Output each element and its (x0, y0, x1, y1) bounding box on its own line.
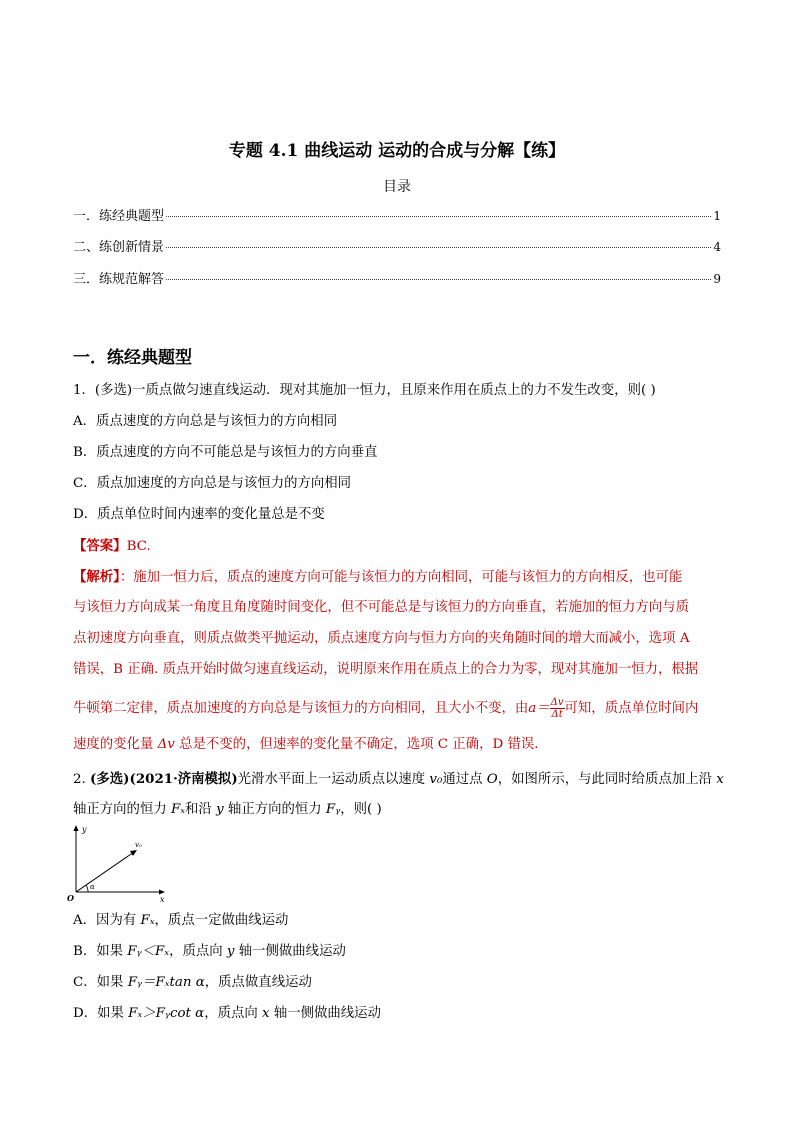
math-O: O (486, 772, 498, 787)
option-math: Fᵧ＝Fₓtan α (127, 975, 205, 990)
q1-analysis-line: 错误，B 正确. 质点开始时做匀速直线运动，说明原来作用在质点上的合力为零，现对其施加一恒力，根据 (73, 662, 699, 677)
q1-analysis-line (73, 735, 548, 755)
toc-item-label: 二、练创新情景 (73, 240, 165, 255)
velocity-arrow (130, 850, 137, 856)
math-Fx: Fₓ (171, 802, 186, 817)
q2-option-a (73, 911, 288, 931)
y-axis-label: y (82, 825, 87, 834)
analysis-text: 速度的变化量 (73, 737, 158, 752)
angle-label: α (90, 883, 95, 891)
option-text: ，质点做直线运动 (204, 975, 312, 990)
q1-option-d: D．质点单位时间内速率的变化量总是不变 (73, 507, 325, 522)
option-math: Fₓ＞Fᵧcot α (128, 1006, 205, 1021)
q2-stem-line (73, 800, 382, 820)
analysis-label: 【解析】 (73, 569, 120, 585)
option-math: Fᵧ＜Fₓ (127, 944, 170, 959)
toc-item-page: 4 (713, 240, 721, 254)
delta-v-symbol: Δv (157, 737, 175, 752)
math-v0: v₀ (429, 772, 443, 787)
option-text: 轴一侧做曲线运动 (269, 1006, 381, 1021)
q2-option-d (73, 1004, 381, 1024)
x-axis-label: x (160, 895, 165, 902)
analysis-text: 牛顿第二定律，质点加速度的方向总是与该恒力的方向相同，且大小不变，由 (73, 701, 529, 716)
q2-text: 光滑水平面上一运动质点以速度 (237, 772, 430, 787)
q2-text: 通过点 (442, 772, 487, 787)
q2-text: 轴正方向的恒力 (223, 802, 326, 817)
q2-text: ，则( ) (340, 802, 382, 817)
option-math: Fₓ (140, 913, 155, 928)
x-axis-arrow (159, 890, 165, 895)
formula-numerator: Δv (550, 697, 564, 708)
toc-item-label: 三．练规范解答 (73, 272, 165, 287)
q2-tag: (多选)(2021·济南模拟) (90, 771, 238, 787)
option-text: A．因为有 (73, 913, 141, 928)
option-text: C．如果 (73, 975, 128, 990)
math-x: x (716, 772, 724, 787)
toc-heading: 目录 (383, 179, 411, 195)
toc-leader (166, 247, 711, 248)
toc-leader (166, 216, 711, 217)
option-text: ，质点向 (169, 944, 227, 959)
section-heading: 一．练经典题型 (73, 348, 192, 368)
q1-analysis-line: 点初速度方向垂直，则质点做类平抛运动，质点速度方向与恒力方向的夹角随时间的增大而减小，选项 A (73, 631, 690, 646)
document-title: 专题 4.1 曲线运动 运动的合成与分解【练】 (228, 141, 566, 161)
answer-label: 【答案】 (73, 538, 127, 554)
q1-stem: 1．(多选)一质点做匀速直线运动．现对其施加一恒力，且原来作用在质点上的力不发生改变，则( ) (73, 383, 656, 398)
q2-option-c (73, 973, 312, 993)
formula-fraction (550, 697, 565, 720)
toc-item-label: 一．练经典题型 (73, 209, 165, 224)
origin-label: O (67, 893, 74, 902)
option-math: x (262, 1006, 270, 1021)
q1-analysis-line (73, 697, 698, 720)
q1-option-a: A．质点速度的方向总是与该恒力的方向相同 (73, 414, 338, 429)
formula-denominator: Δt (551, 709, 563, 720)
q1-analysis-line (73, 567, 682, 588)
q1-answer (73, 536, 151, 557)
option-math: y (226, 944, 235, 959)
q2-text: 和沿 (185, 802, 217, 817)
toc-item-page: 1 (713, 209, 721, 223)
q1-option-c: C．质点加速度的方向总是与该恒力的方向相同 (73, 476, 352, 491)
option-text: D．如果 (73, 1006, 129, 1021)
toc-item[interactable] (73, 236, 721, 254)
vector-label: v₀ (135, 841, 142, 849)
q1-option-b: B．质点速度的方向不可能总是与该恒力的方向垂直 (73, 445, 378, 460)
q2-option-b (73, 942, 346, 962)
q2-number: 2. (73, 772, 91, 787)
analysis-text: 可知，质点单位时间内 (564, 701, 699, 716)
q2-figure (62, 822, 172, 902)
toc-leader (166, 279, 711, 280)
q2-stem-line (73, 769, 724, 790)
toc-item[interactable] (73, 205, 721, 223)
velocity-vector (76, 852, 134, 892)
math-Fy: Fᵧ (325, 802, 341, 817)
option-text: ，质点一定做曲线运动 (154, 913, 289, 928)
y-axis-arrow (74, 825, 79, 831)
formula-lhs: a＝ (528, 701, 550, 716)
q2-text: 轴正方向的恒力 (73, 802, 171, 817)
q2-text: ，如图所示，与此同时给质点加上沿 (497, 772, 717, 787)
toc-item-page: 9 (713, 272, 721, 286)
answer-value: BC. (126, 539, 151, 554)
angle-arc (86, 885, 88, 892)
option-text: ，质点向 (204, 1006, 263, 1021)
toc-item[interactable] (73, 268, 721, 286)
analysis-text: 总是不变的，但速率的变化量不确定，选项 C 正确，D 错误． (174, 737, 548, 752)
analysis-text: ：施加一恒力后，质点的速度方向可能与该恒力的方向相同，可能与该恒力的方向相反，也可能 (119, 570, 683, 585)
option-text: B．如果 (73, 944, 128, 959)
option-text: 轴一侧做曲线运动 (234, 944, 346, 959)
math-y: y (216, 802, 224, 817)
q1-analysis-line: 与该恒力方向成某一角度且角度随时间变化，但不可能总是与该恒力的方向垂直，若施加的恒力方向与质 (73, 600, 689, 615)
